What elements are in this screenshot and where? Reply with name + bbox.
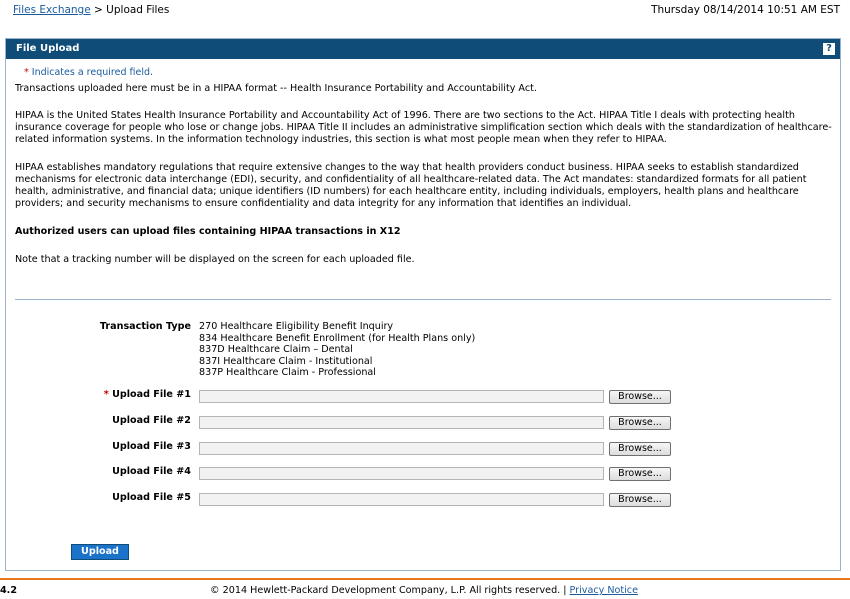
breadcrumb-separator: > bbox=[90, 4, 107, 16]
upload-file-2-label: Upload File #2 bbox=[112, 415, 191, 426]
upload-button[interactable]: Upload bbox=[71, 544, 129, 560]
required-field-note bbox=[24, 67, 153, 78]
top-bar bbox=[0, 0, 850, 22]
intro-paragraph: Transactions uploaded here must be in a HIPAA format -- Health Insurance Portability and Accountability Act. bbox=[15, 83, 537, 94]
upload-file-1-label-text: Upload File #1 bbox=[112, 389, 191, 400]
hipaa-description-paragraph: HIPAA is the United States Health Insurance Portability and Accountability Act of 1996. There are two sections to the Act. HIPAA Title I deals with protecting health insurance coverage for people who lose or change jobs. HIPAA Title II includes an administrative simplification section which deals with the standardization of healthcare-related information systems. In the information technology industries, this section is what most people mean when they refer to HIPAA. bbox=[15, 110, 832, 145]
upload-file-3-browse-button[interactable]: Browse... bbox=[609, 442, 671, 456]
required-note-text: Indicates a required field. bbox=[28, 67, 154, 78]
required-star: * bbox=[24, 67, 29, 78]
transaction-type-list bbox=[199, 321, 475, 379]
authorized-users-note: Authorized users can upload files containing HIPAA transactions in X12 bbox=[15, 226, 401, 237]
copyright-text: © 2014 Hewlett-Packard Development Company, L.P. All rights reserved. | bbox=[210, 585, 570, 596]
upload-file-1-label bbox=[6, 389, 191, 400]
upload-file-4-label: Upload File #4 bbox=[112, 466, 191, 477]
breadcrumb bbox=[13, 4, 169, 16]
panel-title: File Upload bbox=[16, 43, 80, 54]
section-divider bbox=[15, 299, 831, 300]
transaction-type-item: 837D Healthcare Claim – Dental bbox=[199, 344, 353, 355]
required-star: * bbox=[103, 389, 109, 400]
upload-file-4-input[interactable] bbox=[199, 467, 604, 480]
upload-file-4-browse-button[interactable]: Browse... bbox=[609, 467, 671, 481]
current-datetime: Thursday 08/14/2014 10:51 AM EST bbox=[651, 4, 840, 16]
transaction-type-item: 837P Healthcare Claim - Professional bbox=[199, 367, 376, 378]
upload-file-3-input[interactable] bbox=[199, 442, 604, 455]
upload-file-5-browse-button[interactable]: Browse... bbox=[609, 493, 671, 507]
upload-file-1-browse-button[interactable]: Browse... bbox=[609, 390, 671, 404]
footer-divider bbox=[0, 578, 850, 580]
file-upload-panel bbox=[5, 38, 841, 571]
help-icon[interactable]: ? bbox=[823, 43, 835, 55]
transaction-type-item: 837I Healthcare Claim - Institutional bbox=[199, 355, 373, 367]
panel-header bbox=[6, 39, 840, 59]
upload-file-1-input[interactable] bbox=[199, 390, 604, 403]
transaction-type-item: 270 Healthcare Eligibility Benefit Inquiry bbox=[199, 321, 394, 332]
hipaa-regulations-paragraph: HIPAA establishes mandatory regulations that require extensive changes to the way that health providers conduct business. HIPAA seeks to establish standardized mechanisms for electronic data interchange (EDI), security, and confidentiality of all healthcare-related data. The Act mandates: standardized formats for all patient health, administrative, and financial data; unique identifiers (ID numbers) for each healthcare entity, including individuals, employers, health plans and healthcare providers; and security mechanisms to ensure confidentiality and data integrity for any information that identifies an individual. bbox=[15, 162, 807, 209]
version-number: 4.2 bbox=[0, 585, 17, 596]
tracking-number-note: Note that a tracking number will be displayed on the screen for each uploaded file. bbox=[15, 254, 415, 265]
upload-file-3-label: Upload File #3 bbox=[112, 441, 191, 452]
transaction-type-label: Transaction Type bbox=[99, 321, 191, 332]
footer bbox=[210, 585, 638, 596]
upload-file-5-label: Upload File #5 bbox=[112, 492, 191, 503]
upload-file-5-input[interactable] bbox=[199, 493, 604, 506]
privacy-notice-link[interactable]: Privacy Notice bbox=[569, 585, 638, 596]
breadcrumb-link-files-exchange[interactable]: Files Exchange bbox=[13, 4, 91, 16]
breadcrumb-current: Upload Files bbox=[106, 4, 170, 16]
upload-file-2-browse-button[interactable]: Browse... bbox=[609, 416, 671, 430]
upload-file-2-input[interactable] bbox=[199, 416, 604, 429]
transaction-type-item: 834 Healthcare Benefit Enrollment (for Health Plans only) bbox=[199, 332, 476, 344]
